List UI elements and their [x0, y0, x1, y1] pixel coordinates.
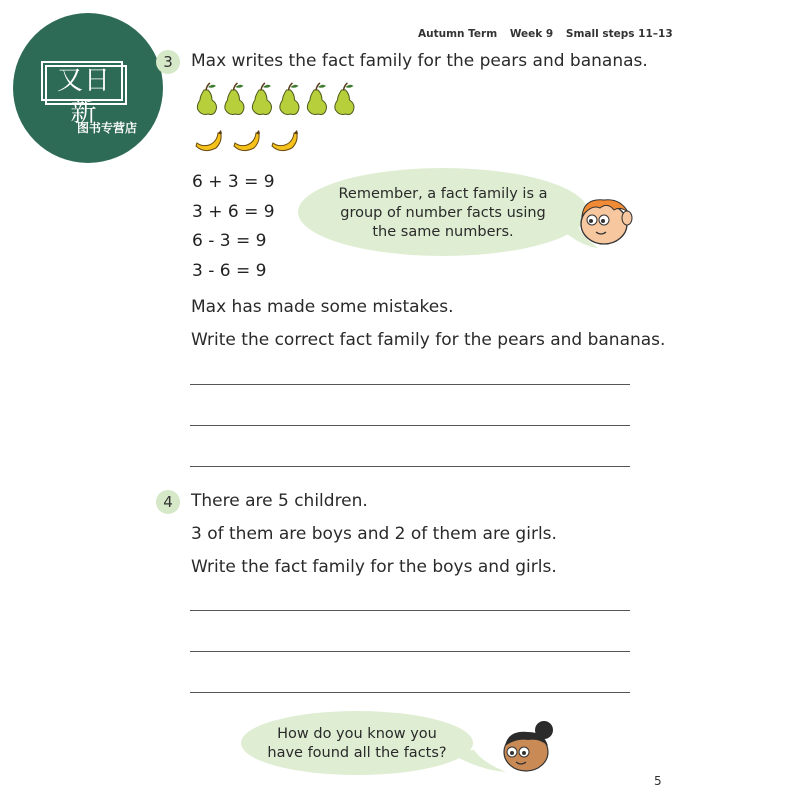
answer-line[interactable] — [190, 610, 630, 611]
answer-line[interactable] — [190, 651, 630, 652]
pears-row — [190, 82, 360, 116]
logo-title: 又日新 — [56, 66, 111, 128]
banana-icon — [196, 130, 222, 151]
question-3-prompt: Max writes the fact family for the pears and bananas. — [191, 51, 648, 71]
week-label: Week 9 — [509, 28, 554, 40]
shop-logo — [13, 13, 163, 163]
logo-subtitle: 图书专营店 — [77, 121, 138, 135]
boy-face-icon — [574, 194, 636, 250]
question-4-line-1: There are 5 children. — [191, 491, 368, 511]
banana-icon — [272, 130, 298, 151]
answer-line[interactable] — [190, 384, 630, 385]
pear-icon — [307, 83, 326, 115]
question-4-instruction: Write the fact family for the boys and girls. — [191, 557, 557, 577]
page-header — [418, 28, 682, 40]
mistakes-text: Max has made some mistakes. — [191, 297, 454, 317]
fact-1: 6 + 3 = 9 — [192, 172, 275, 192]
tip-bubble — [298, 168, 588, 256]
term-label: Autumn Term — [418, 28, 498, 40]
banana-icon — [234, 130, 260, 151]
question-4-line-2: 3 of them are boys and 2 of them are girls. — [191, 524, 557, 544]
answer-line[interactable] — [190, 692, 630, 693]
tip-line-1: Remember, a fact family is a — [338, 186, 548, 202]
answer-line[interactable] — [190, 466, 630, 467]
question-bubble — [241, 711, 473, 775]
pear-icon — [280, 83, 299, 115]
pear-icon — [252, 83, 271, 115]
pear-icon — [225, 83, 244, 115]
girl-face-icon — [498, 718, 560, 776]
fact-3: 6 - 3 = 9 — [192, 231, 267, 251]
answer-line[interactable] — [190, 425, 630, 426]
steps-label: Small steps 11–13 — [565, 28, 673, 40]
fact-2: 3 + 6 = 9 — [192, 202, 275, 222]
fact-4: 3 - 6 = 9 — [192, 261, 267, 281]
question-4-number: 4 — [156, 490, 180, 514]
page-number: 5 — [654, 774, 662, 788]
pear-icon — [197, 83, 216, 115]
tip-line-2: group of number facts using — [340, 205, 546, 221]
question-3-instruction: Write the correct fact family for the pears and bananas. — [191, 330, 666, 350]
bananas-row — [192, 128, 312, 158]
pear-icon — [335, 83, 354, 115]
question-bubble-line-1: How do you know you — [277, 726, 437, 742]
question-3-number: 3 — [156, 50, 180, 74]
tip-line-3: the same numbers. — [372, 224, 514, 240]
question-bubble-line-2: have found all the facts? — [267, 745, 447, 761]
